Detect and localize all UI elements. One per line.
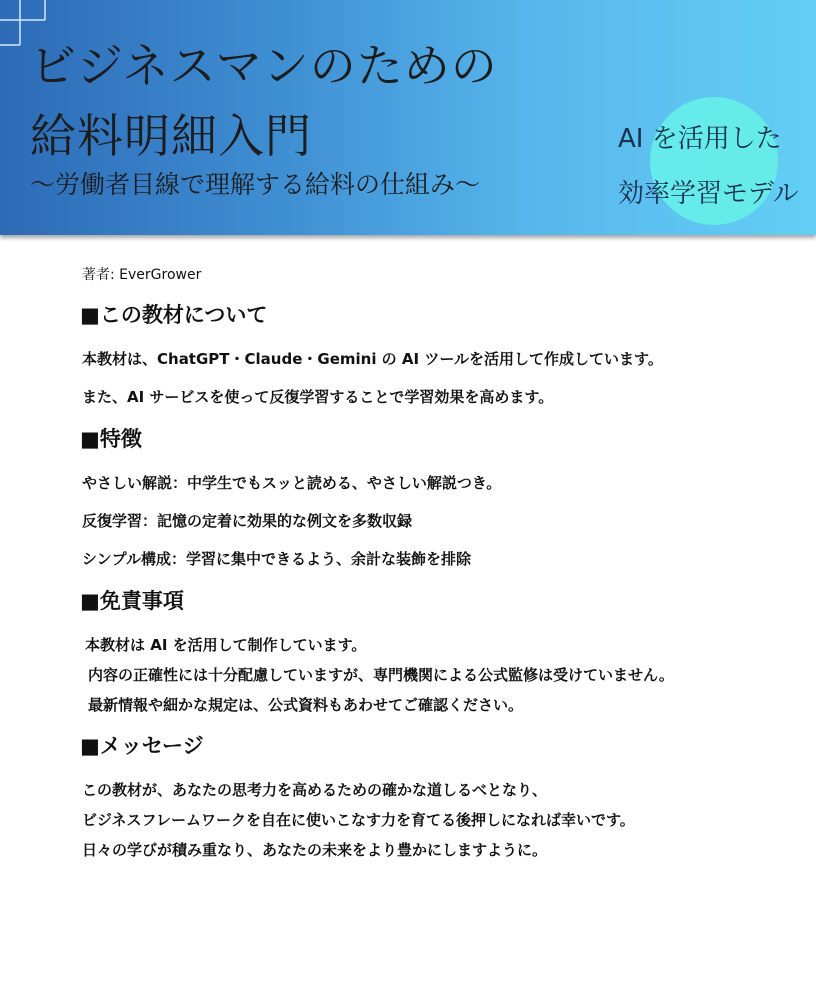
title-line-2: 給料明細入門 [30,109,312,163]
about-line-1: 本教材は、ChatGPT・Claude・Gemini の AI ツールを活用して作成しています。 [82,350,663,368]
message-line-3: 日々の学びが積み重なり、あなたの未来をより豊かにしますように。 [82,841,548,859]
features-line-1: やさしい解説：中学生でもスッと読める、やさしい解説つき。 [82,474,502,492]
badge-line-1: AI を活用した [618,124,782,154]
cover-banner [0,0,816,235]
author-line: 著者: EverGrower [82,267,202,283]
title-line-1: ビジネスマンのための [30,39,498,93]
section-heading-about: ■この教材について [80,303,268,327]
disclaimer-line-1: 本教材は AI を活用して制作しています。 [85,636,367,654]
message-line-2: ビジネスフレームワークを自在に使いこなす力を育てる後押しになれば幸いです。 [82,811,635,829]
subtitle: 〜労働者目線で理解する給料の仕組み〜 [30,170,481,199]
badge-line-2: 効率学習モデル [618,179,799,209]
message-line-1: この教材が、あなたの思考力を高めるための確かな道しるべとなり、 [82,781,548,799]
features-line-3: シンプル構成：学習に集中できるよう、余計な装飾を排除 [82,550,472,568]
disclaimer-line-3: 最新情報や細かな規定は、公式資料もあわせてご確認ください。 [88,696,524,714]
section-heading-message: ■メッセージ [80,734,204,758]
features-line-2: 反復学習：記憶の定着に効果的な例文を多数収録 [82,512,413,530]
disclaimer-line-2: 内容の正確性には十分配慮していますが、専門機関による公式監修は受けていません。 [88,666,674,684]
section-heading-features: ■特徴 [80,427,142,451]
section-heading-disclaimer: ■免責事項 [80,589,184,613]
about-line-2: また、AI サービスを使って反復学習することで学習効果を高めます。 [82,388,554,406]
